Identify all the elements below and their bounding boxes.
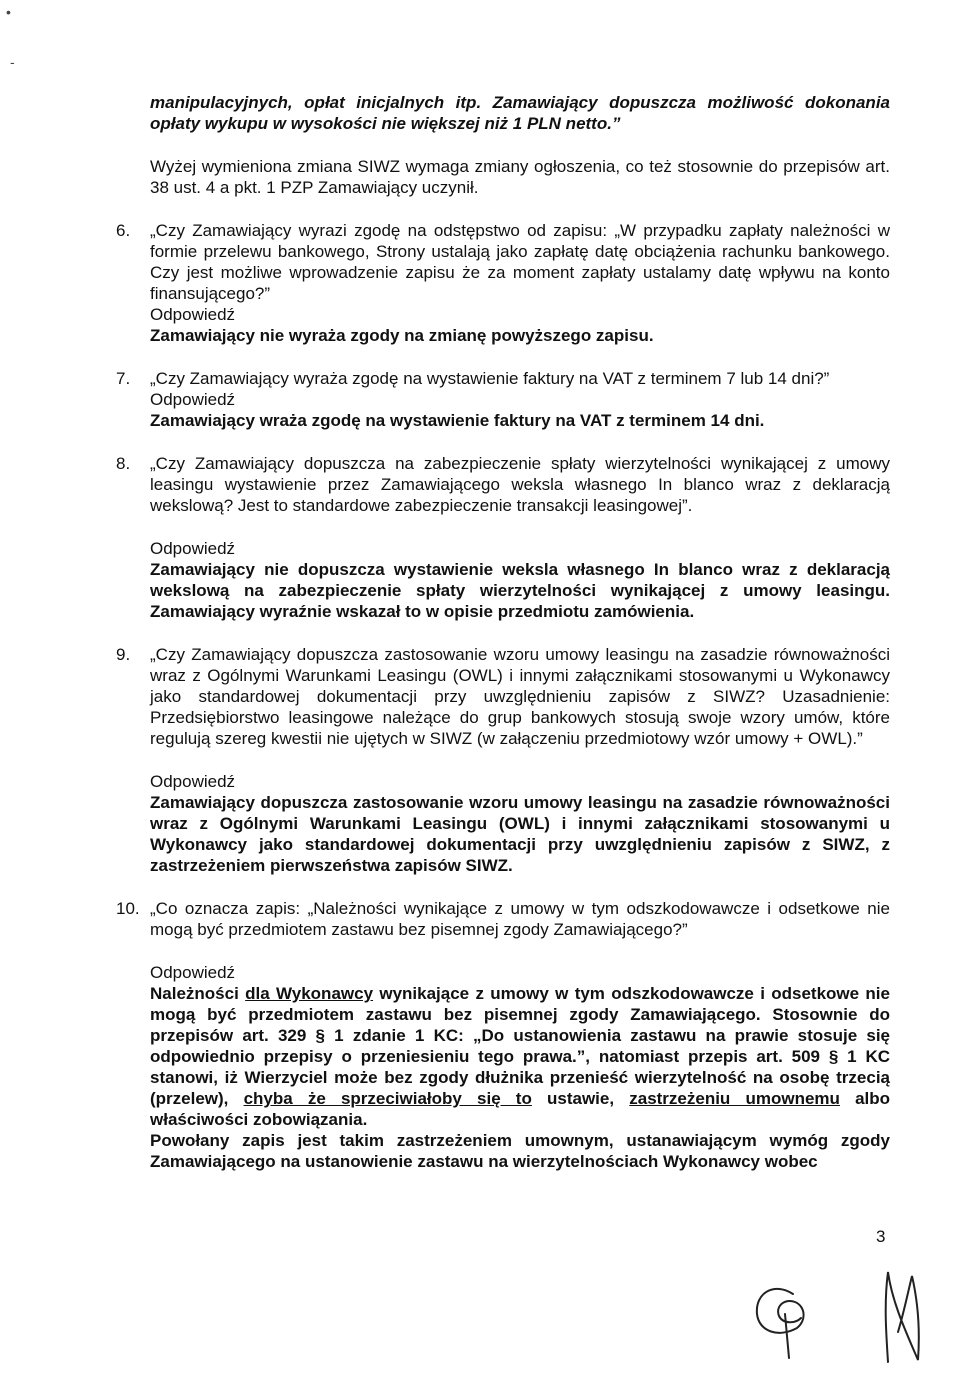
question-text: „Co oznacza zapis: „Należności wynikające z umowy w tym odszkodowawcze i odsetkowe nie mogą być przedmiotem zastawu bez pisemnej zgody Zamawiającego?” (150, 899, 890, 939)
answer-label: Odpowiedź (150, 390, 236, 409)
answer-label: Odpowiedź (150, 772, 236, 791)
item-number: 7. (116, 369, 131, 388)
item-number: 10. (116, 899, 140, 918)
answer-text: Zamawiający nie wyraża zgody na zmianę powyższego zapisu. (150, 326, 654, 345)
item-number: 9. (116, 645, 131, 664)
intro-note: Wyżej wymieniona zmiana SIWZ wymaga zmiany ogłoszenia, co też stosownie do przepisów art. 38 ust. 4 a pkt. 1 PZP Zamawiający uczynił. (150, 157, 890, 197)
question-item-8 (116, 453, 890, 622)
page-number: 3 (876, 1227, 886, 1246)
answer-part: Należności (150, 984, 246, 1003)
question-item-9 (116, 644, 890, 876)
answer-part-underlined: chyba że sprzeciwiałoby się to (243, 1089, 532, 1108)
answer-part-underlined: zastrzeżeniu umownemu (629, 1089, 840, 1108)
answer-label: Odpowiedź (150, 539, 236, 558)
answer-part: wynikające z umowy w tym odszkodowawcze i odsetkowe nie mogą być przedmiotem zastawu bez pisemnej zgody Zamawiającego. Stosownie do przepisów art. 329 § 1 zdanie 1 KC: „Do ustanowienia zastawu na prawie stosuje się odpowiednio przepisy o przeniesieniu tego prawa.”, natomiast przepis art. 509 § 1 KC stanowi, iż Wierzyciel może bez zgody dłużnika przenieść wierzytelność na osobę trzecią (przelew), (150, 984, 890, 1108)
answer-label: Odpowiedź (150, 305, 236, 324)
answer-label: Odpowiedź (150, 963, 236, 982)
question-item-7 (116, 368, 890, 431)
answer-part: albo właściwości zobowiązania. (150, 1089, 891, 1129)
question-text: „Czy Zamawiający wyrazi zgodę na odstępstwo od zapisu: „W przypadku zapłaty należności w formie przelewu bankowego, Strony ustalają jako zapłatę datę obciążenia rachunku bankowego. Czy jest możliwe wprowadzenie zapisu że za moment zapłaty ustalamy datę wpływu na konto finansującego?” (150, 221, 890, 303)
answer-part: ustawie, (531, 1089, 630, 1108)
answer-text: Zamawiający nie dopuszcza wystawienie weksla własnego In blanco wraz z deklaracją wekslową na zabezpieczenie spłaty wierzytelności wynikającej z umowy leasingu. Zamawiający wyraźnie wskazał to w opisie przedmiotu zamówienia. (150, 560, 890, 621)
scan-mark-left: - (10, 54, 15, 70)
answer-text (150, 983, 890, 1130)
document-page (116, 92, 891, 1172)
item-number: 8. (116, 454, 131, 473)
initials-signature-2 (858, 1262, 948, 1372)
scan-mark-top: • (6, 4, 11, 20)
item-number: 6. (116, 221, 131, 240)
answer-part-underlined: dla Wykonawcy (245, 984, 374, 1003)
intro-italic-text: manipulacyjnych, opłat inicjalnych itp. Zamawiający dopuszcza możliwość dokonania opłaty wykupu w wysokości nie większej niż 1 PLN netto.” (150, 93, 890, 133)
question-item-10 (116, 898, 891, 1172)
question-item-6 (116, 220, 890, 346)
question-text: „Czy Zamawiający dopuszcza na zabezpieczenie spłaty wierzytelności wynikającej z umowy leasingu wystawienie przez Zamawiającego weksla własnego In blanco wraz z deklaracją wekslową? Jest to standardowe zabezpieczenie transakcji leasingowej”. (150, 454, 890, 515)
question-text: „Czy Zamawiający dopuszcza zastosowanie wzoru umowy leasingu na zasadzie równoważności wraz z Ogólnymi Warunkami Leasingu (OWL) i innymi załącznikami stosowanymi u Wykonawcy jako standardowej dokumentacji przy uwzględnieniu zapisów z SIWZ? Uzasadnienie: Przedsiębiorstwo leasingowe należące do grup bankowych stosują swoje wzory umów, które regulują szereg kwestii nie ujętych w SIWZ (w załączeniu przedmiotowy wzór umowy + OWL).” (150, 645, 890, 748)
question-text: „Czy Zamawiający wyraża zgodę na wystawienie faktury na VAT z terminem 7 lub 14 dni?” (150, 369, 830, 388)
answer-text: Zamawiający dopuszcza zastosowanie wzoru umowy leasingu na zasadzie równoważności wraz z Ogólnymi Warunkami Leasingu (OWL) i innymi załącznikami stosowanymi u Wykonawcy jako standardowej dokumentacji przy uwzględnieniu zapisów z SIWZ, z zastrzeżeniem pierwszeństwa zapisów SIWZ. (150, 793, 890, 875)
initials-signature-1 (735, 1262, 835, 1362)
answer-text: Zamawiający wraża zgodę na wystawienie faktury na VAT z terminem 14 dni. (150, 411, 765, 430)
answer-text-continued: Powołany zapis jest takim zastrzeżeniem umownym, ustanawiającym wymóg zgody Zamawiającego na ustanowienie zastawu na wierzytelnościach Wykonawcy wobec (150, 1131, 890, 1171)
